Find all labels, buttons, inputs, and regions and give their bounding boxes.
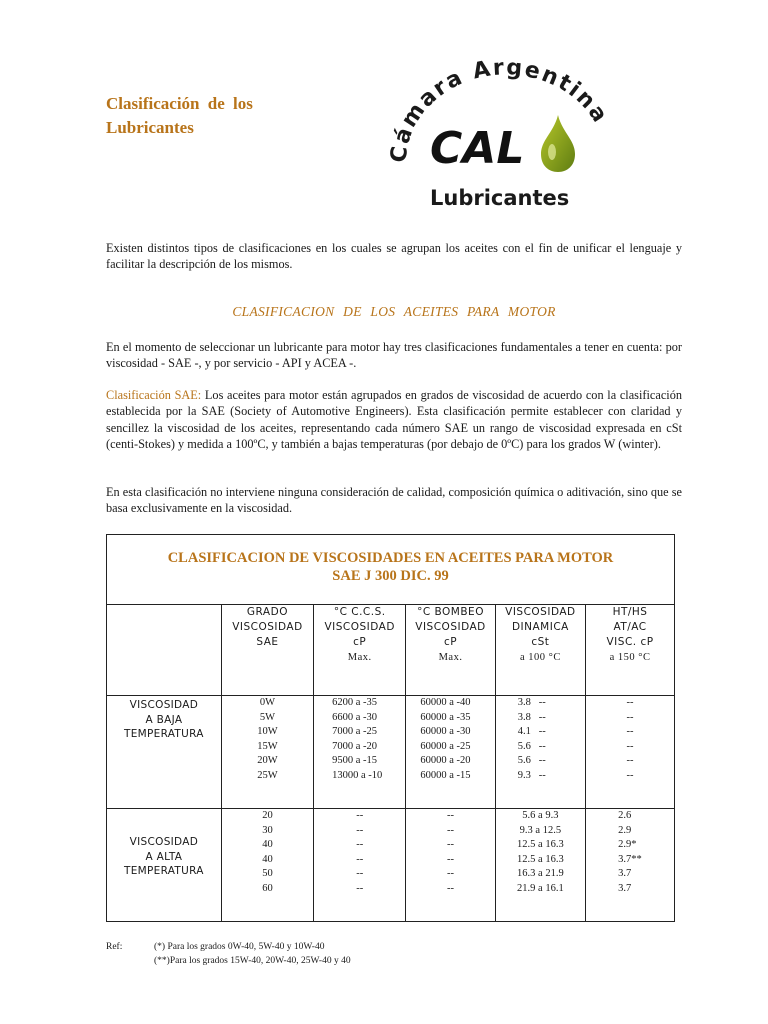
table-title-line-2: SAE J 300 DIC. 99 [332, 568, 449, 584]
sae-label: Clasificación SAE: [106, 388, 202, 402]
footnote-1: (*) Para los grados 0W-40, 5W-40 y 10W-40 [154, 942, 325, 952]
logo-bottom-text: Lubricantes [430, 186, 570, 210]
footnote-2: (**)Para los grados 15W-40, 20W-40, 25W-40 y 40 [154, 956, 351, 966]
table-row [107, 809, 675, 922]
row-label-alta: VISCOSIDAD A ALTA TEMPERATURA [107, 809, 222, 922]
table-title [107, 535, 675, 605]
viscosity-table [106, 534, 675, 922]
title-line-2: Lubricantes [106, 118, 194, 137]
sae-text: Los aceites para motor están agrupados en grados de viscosidad de acuerdo con la clasificación establecida por la SAE (Society of Automotive Engineers). Esta clasificación permite establecer con claridad y sencillez la viscosidad de los aceites, representando cada número SAE un rango de viscosidad expresada en cSt (centi-Stokes) y medida a 100ºC, y también a bajas temperaturas (por debajo de 0ºC) para los grados W (winter). [106, 388, 682, 452]
header-hths: HT/HS AT/AC VISC. cP a 150 °C [586, 605, 675, 696]
oil-drop-icon [541, 115, 575, 172]
paragraph-sae [106, 387, 682, 453]
logo-mark-text: CAL [430, 123, 525, 174]
alta-bombeo-cell: -- -- -- -- -- -- [406, 809, 495, 922]
section-heading: CLASIFICACION DE LOS ACEITES PARA MOTOR [232, 304, 556, 319]
row-label-baja: VISCOSIDAD A BAJA TEMPERATURA [107, 696, 222, 809]
table-row [107, 696, 675, 809]
intro-paragraph: Existen distintos tipos de clasificaciones en los cuales se agrupan los aceites con el fin de unificar el lenguaje y facilitar la descripción de los mismos. [106, 241, 682, 272]
table-title-line-1: CLASIFICACION DE VISCOSIDADES EN ACEITES PARA MOTOR [167, 550, 614, 566]
alta-grado-cell: 20 30 40 40 50 60 [221, 809, 313, 922]
baja-bombeo-cell: 60000 a -40 60000 a -35 60000 a -30 60000 a -25 60000 a -20 60000 a -15 [406, 696, 495, 809]
page-title [106, 92, 326, 140]
baja-dinamica-cell: 3.8 -- 3.8 -- 4.1 -- 5.6 -- 5.6 -- 9.3 -- [495, 696, 585, 809]
header-bombeo: °C BOMBEO VISCOSIDAD cP Max. [406, 605, 495, 696]
ref-label: Ref: [106, 942, 123, 952]
baja-grado-cell: 0W 5W 10W 15W 20W 25W [221, 696, 313, 809]
header-empty [107, 605, 222, 696]
alta-hths-cell: 2.6 2.9 2.9* 3.7** 3.7 3.7 [586, 809, 675, 922]
title-line-1: Clasificación de los [106, 94, 253, 113]
logo-arc-text: Cámara Argentina [386, 60, 613, 164]
baja-hths-cell: -- -- -- -- -- -- [586, 696, 675, 809]
alta-dinamica-cell: 5.6 a 9.3 9.3 a 12.5 12.5 a 16.3 12.5 a 16.3 16.3 a 21.9 21.9 a 16.1 [495, 809, 585, 922]
cal-logo [378, 60, 618, 220]
header-grado: GRADO VISCOSIDAD SAE [221, 605, 313, 696]
header-dinamica: VISCOSIDAD DINAMICA cSt a 100 °C [495, 605, 585, 696]
baja-ccs-cell: 6200 a -35 6600 a -30 7000 a -25 7000 a -20 9500 a -15 13000 a -10 [314, 696, 406, 809]
paragraph-note: En esta clasificación no interviene ninguna consideración de calidad, composición química o aditivación, sino que se basa exclusivamente en la viscosidad. [106, 485, 682, 516]
cal-logo-graphic [378, 60, 618, 220]
header-ccs: °C C.C.S. VISCOSIDAD cP Max. [314, 605, 406, 696]
alta-ccs-cell: -- -- -- -- -- -- [314, 809, 406, 922]
paragraph-classifications: En el momento de seleccionar un lubricante para motor hay tres clasificaciones fundamentales a tener en cuenta: por viscosidad - SAE -, y por servicio - API y ACEA -. [106, 340, 682, 371]
